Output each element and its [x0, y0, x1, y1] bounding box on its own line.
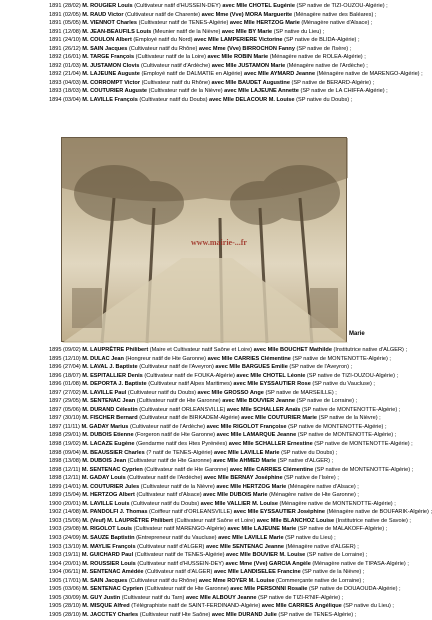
entry-date: 1905 (28/10) [49, 603, 81, 610]
entry-bride-info: (SP native du Doubs) ; [281, 449, 338, 456]
entry-date: 1903 (19/11) [49, 552, 81, 559]
marriage-entry [49, 62, 409, 71]
entry-date: 1898 (12/11) [49, 475, 81, 482]
entry-bride-info: (SP native du Doubs) ; [296, 97, 353, 104]
marriage-entry [49, 440, 413, 449]
entry-groom-info: (Employé natif de DALMATIE en Algérie) [141, 71, 243, 78]
entry-groom-info: (Meunier natif de la Nièvre) [152, 28, 221, 35]
entry-date: 1898 (09/04) [49, 449, 81, 456]
entry-bride: avec Mlle LAMPERIERE Victorine [194, 37, 283, 44]
entry-bride: avec Mlle AYMARD Jeanne [243, 71, 316, 78]
marriage-entry [49, 372, 409, 381]
entry-groom: M. DURAND Célestin [82, 406, 138, 413]
entry-bride-info: (SP native de MONTENOTTE-Algérie) ; [314, 466, 414, 473]
entry-date: 1898 (29/01) [49, 432, 81, 439]
entry-groom-info: (Cultivateur natif du Rhône) [141, 79, 210, 86]
entry-bride-info: (SP native de BERARD-Algérie) ; [291, 79, 375, 86]
marriage-entry [49, 568, 409, 577]
entry-bride-info: (SP native de TIZI-OUZOU-Algérie) ; [296, 3, 388, 9]
entry-bride-info: (SP native de MARSEILLE) ; [265, 389, 337, 396]
entry-bride: avec Mlle DURAND Julie [211, 611, 277, 618]
entry-bride: avec Mlle SCHALLER Anaïs [226, 406, 301, 413]
entry-groom-info: (Cultivateur natif de TENES-Algérie) [138, 20, 229, 27]
entry-groom: M. (Veuf) M. LAUPRÊTRE Philibert [82, 517, 174, 524]
entry-bride: avec Mlle HERTZOG Marie [216, 483, 287, 490]
entry-groom-info: (Cultivateur natif de Hte Garonne) [144, 586, 229, 593]
marriage-entry [49, 79, 409, 88]
entry-bride: avec Mlle CHOTEL Eugénie [222, 3, 295, 9]
photo-watermark: www.mairie-...fr [191, 238, 247, 247]
entry-groom-info: (Gendarme natif des Htes Pyrénées) [136, 441, 228, 448]
entry-groom-info: (Cultivateur natif d'HUSSEIN-DEY) [134, 3, 221, 9]
entry-bride: avec Mlle ROBIN Marie [207, 54, 269, 61]
entry-bride-info: (SP native de MALAKOFF-Algérie) ; [297, 526, 388, 533]
entry-bride: avec Mlle DUBOIS Marie [203, 492, 268, 499]
entry-bride: avec Mlle BY Marie [221, 28, 273, 35]
entry-date: 1892 (01/03) [49, 62, 81, 69]
marriage-entry [49, 602, 409, 611]
entry-date: 1894 (03/04) [49, 97, 81, 104]
marriage-entry [49, 2, 409, 11]
entry-date: 1897 (27/02) [49, 389, 81, 396]
entry-bride: avec Mlle COUTURIER Marie [241, 415, 318, 422]
entry-bride-info: (SP native de DOUAOUDA-Algérie) ; [308, 586, 401, 593]
marriage-entry [49, 457, 409, 466]
entry-groom: M. RAUD Victor [82, 11, 124, 18]
entry-groom-info: (Cultivateur natif d'ALGER) [137, 543, 205, 550]
entry-bride-info: (SP native de TENES-Algérie) ; [278, 611, 357, 618]
marriage-entry [49, 70, 423, 79]
marriage-entry [49, 543, 409, 552]
entry-bride-info: (Institutrice native d'ALGER) ; [333, 347, 408, 353]
entry-bride-info: (SP native de la Nièvre) ; [302, 569, 365, 576]
entry-bride-info: (SP native de MONTENOTTE-Algérie) ; [297, 432, 397, 439]
marriage-entry [49, 474, 409, 483]
entry-groom: M. SENTENAC Amédée [81, 569, 144, 576]
entry-bride: avec Mlle LAVILLE Marie [218, 535, 284, 542]
entry-bride-info: (Ménagère native d'Alsace) ; [287, 483, 359, 490]
entry-groom-info: (Cultivateur natif de Charente) [125, 11, 201, 18]
entry-date: 1902 (14/08) [49, 509, 81, 516]
entry-date: 1897 (05/06) [49, 406, 81, 413]
entry-bride: avec Mlle BARGUES Emilie [215, 364, 288, 371]
marriage-entry [49, 423, 409, 432]
marriage-entry [49, 585, 409, 594]
entry-bride-info: (Ménagère native de Hte Garonne) ; [269, 492, 359, 499]
entry-date: 1893 (18/03) [49, 88, 81, 95]
entry-bride: avec Mlle EYSSAUTIER Joséphine [233, 509, 326, 516]
entry-groom: M. LACAZE Eugène [82, 441, 135, 448]
entry-groom-info: (Cultivateur natif de Hte Garonne) [136, 398, 221, 405]
entry-bride: avec Mlle RIGOLOT Françoise [206, 423, 287, 430]
entry-bride: avec Mlle HERTZOG Marie [229, 20, 300, 27]
entry-date: 1903 (15/06) [49, 517, 81, 524]
entry-groom-info: (Hongreur natif de Hte Garonne) [125, 355, 207, 362]
entry-groom: M. GADAY Louis [81, 475, 126, 482]
entry-groom: M. LAUPRÊTRE Philibert [82, 347, 149, 353]
entry-date: 1892 (16/01) [49, 54, 81, 61]
entry-bride: avec Mlle BERNAY Joséphine [203, 475, 283, 482]
marriage-entry [49, 389, 409, 398]
entry-date: 1905 (03/06) [49, 586, 81, 593]
entry-bride-info: (SP native de TIZI-OUZOU-Algérie) ; [306, 372, 399, 379]
entry-groom: M. VIENNOT Charles [82, 20, 138, 27]
entry-groom-info: (Cultivateur natif du Rhône) [128, 577, 198, 584]
entry-bride-info: (SP native de MONTENOTTE-Algérie) ; [301, 406, 401, 413]
entry-date: 1893 (04/03) [49, 79, 81, 86]
entry-bride: avec Mlle SCHALLER Ernestine [228, 441, 313, 448]
marriage-entry [49, 28, 409, 37]
entry-date: 1900 (20/01) [49, 500, 81, 507]
entry-groom-info: (Employé natif du Nord) [133, 37, 193, 44]
marriage-entry [49, 45, 409, 54]
marriage-list-top [49, 2, 423, 105]
entry-bride-info: (Ménagère native de l'Ardèche) ; [286, 62, 368, 69]
entry-groom-info: (Cultivateur natif de l'Ardèche) [129, 423, 206, 430]
entry-bride-info: (SP native du Lieu) ; [343, 603, 394, 610]
entry-groom: M. SENTENAC Cyprien [82, 586, 144, 593]
entry-bride-info: (Ménagère native d'Alsace) ; [301, 20, 373, 27]
entry-bride-info: (SP native de Lorraine) ; [306, 552, 368, 559]
entry-bride-info: (SP native de MONTENOTTE-Algérie) ; [292, 355, 391, 362]
entry-groom: M. LAVILLE Paul [82, 389, 127, 396]
marriage-entry [49, 53, 409, 62]
entry-bride: avec Mlle CARRIES Clémentine [229, 466, 314, 473]
entry-groom-info: (Cultivateur natif Saône et Loire) [174, 517, 256, 524]
entry-bride-info: (SP native de Lorraine) ; [296, 398, 358, 405]
entry-date: 1891 (26/12) [49, 45, 81, 52]
entry-bride: avec Mlle JUSTAMON Marie [211, 62, 286, 69]
entry-bride: avec Mlle BAUDET Augustine [211, 79, 290, 86]
entry-groom: M. COUTURIER Jules [82, 483, 140, 490]
entry-bride: avec Mlle BOUVIER Jeanne [222, 398, 295, 405]
marriage-entry [49, 87, 409, 96]
entry-bride: avec Mlle BOUCHET Mathilde [253, 347, 332, 353]
marriage-entry [49, 449, 409, 458]
entry-groom: M. RIGOLOT Louis [82, 526, 133, 533]
entry-date: 1904 (20/01) [49, 560, 81, 567]
entry-bride-info: (Ménagère native de ROLEA-Algérie) ; [269, 54, 366, 61]
entry-groom: M. DEPORTA J. Baptiste [82, 381, 147, 388]
marriage-entry [49, 525, 409, 534]
entry-bride: avec Mme ROYER M. Louise [198, 577, 275, 584]
entry-bride-info: (Commerçante native de Lorraine) ; [276, 577, 365, 584]
entry-date: 1897 (11/11) [49, 423, 80, 430]
marriage-entry [49, 355, 409, 364]
marriage-entry [49, 508, 432, 517]
entry-groom: M. JACCTEY Charles [82, 611, 139, 618]
entry-groom: M. GADAY Marius [81, 423, 129, 430]
entry-bride: avec Mlle CARRIES Angélique [261, 603, 342, 610]
entry-date: 1897 (30/10) [49, 415, 81, 422]
entry-groom-info: (Cultivateur natif ORLEANSVILLE) [139, 406, 226, 413]
entry-groom-info: (Cultivateur natif d'Ardèche) [140, 62, 211, 69]
entry-bride-info: (Ménagère native d'ALGER) ; [285, 543, 359, 550]
entry-groom: M. DUBOIS Jean [82, 458, 127, 465]
entry-groom-info: (Entrepreneur natif du Vaucluse) [136, 535, 217, 542]
marriage-entry [49, 363, 409, 372]
entry-groom-info: (Cultivateur natif de la Loire) [135, 54, 206, 61]
entry-bride-info: (SP native de MONTENOTTE-Algérie) ; [288, 423, 387, 430]
entry-groom: M. GUICHARD Paul [81, 552, 134, 559]
entry-groom-info: (Cultivateur natif de l'Ardèche) [127, 475, 203, 482]
entry-date: 1899 (15/04) [49, 492, 81, 499]
entry-bride: avec Mlle BLANCHOZ Louise [256, 517, 335, 524]
marriage-entry [49, 397, 409, 406]
entry-groom: M. DULAC Jean [82, 355, 124, 362]
marriage-entry [49, 406, 409, 415]
entry-groom: M. SAIN Jacques [82, 577, 128, 584]
entry-groom: M. ESPITALLIER Denis [82, 372, 143, 379]
entry-groom: M. COUTURIER Auguste [82, 88, 148, 95]
entry-bride-info: (SP native du Vaucluse) ; [312, 381, 375, 388]
entry-date: 1895 (09/02) [49, 347, 81, 353]
entry-groom: M. BEAUSSIER Charles [82, 449, 145, 456]
entry-date: 1904 (06/11) [49, 569, 81, 576]
entry-groom-info: (Maire et Cultivateur natif Saône et Loire) [149, 347, 253, 353]
entry-bride: avec Mme (Vve) MORA Marguerite [201, 11, 293, 18]
entry-groom-info: (Cultivateur natif de FOUKA-Algérie) [144, 372, 235, 379]
entry-groom-info: (Cultivateur natif d'Alsace) [136, 492, 202, 499]
marriage-entry [49, 36, 409, 45]
entry-groom: M. SENTENAC Jean [82, 398, 136, 405]
marriage-entry [49, 96, 409, 105]
entry-bride-info: (SP native du Lieu) ; [273, 28, 325, 35]
entry-date: 1892 (21/04) [49, 71, 81, 78]
entry-groom: M. ROUSSIER Louis [82, 560, 136, 567]
entry-bride: avec Mlle SENTENAC Jeanne [205, 543, 285, 550]
entry-bride: avec Mlle PERSONNI Rosalie [230, 586, 308, 593]
entry-date: 1905 (30/09) [49, 594, 81, 601]
entry-bride-info: (SP native de LA CHIFFA-Algérie) ; [300, 88, 388, 95]
marriage-entry [49, 517, 409, 526]
marriage-entry [49, 346, 409, 355]
marriage-entry [49, 483, 409, 492]
entry-groom-info: (? natif de TENES-Algérie) [146, 449, 213, 456]
entry-groom-info: (Coiffeur natif d'ORLEANSVILLE) [149, 509, 233, 516]
entry-bride: avec Mlle LAMARQUE Jeanne [216, 432, 297, 439]
entry-bride: avec Mme (Vve) GARCIA Angèle [225, 560, 311, 567]
entry-groom-info: (Cultivateur natif Alpes Maritimes) [148, 381, 232, 388]
entry-groom: M. HERTZOG Albert [82, 492, 135, 499]
entry-groom-info: (Cultivateur natif de TENES-Algérie) [134, 552, 225, 559]
entry-date: 1898 (12/11) [49, 466, 81, 473]
entry-date: 1891 (02/05) [49, 11, 81, 18]
entry-bride: avec Mlle AHMED Marie [213, 458, 277, 465]
entry-groom: M. TARGE François [82, 54, 135, 61]
entry-bride-info: (Ménagère native des Baléares) ; [293, 11, 377, 18]
entry-groom: M. MISQUE Alfred [82, 603, 130, 610]
entry-groom: M. GUY Justin [82, 594, 121, 601]
entry-groom: M. CORROMPT Victor [82, 79, 140, 86]
marriage-entry [49, 611, 409, 620]
entry-groom: M. LAVILLE François [82, 97, 138, 104]
entry-date: 1899 (14/01) [49, 483, 81, 490]
entry-groom: M. SENTENAC Cyprien [81, 466, 143, 473]
entry-bride: avec Mlle CHOTEL Léonie [236, 372, 306, 379]
entry-bride: avec Mlle LAVILLE Marie [214, 449, 280, 456]
entry-date: 1891 (12/08) [49, 28, 81, 35]
marriage-entry [49, 414, 409, 423]
marriage-entry [49, 491, 409, 500]
marriage-list-bottom [49, 346, 432, 620]
entry-groom: M. JEAN-BEAUFILS Louis [82, 28, 152, 35]
entry-groom-info: (Cultivateur natif du Doubs) [131, 500, 200, 507]
entry-date: 1896 (18/07) [49, 372, 81, 379]
entry-groom-info: (Cultivateur natif d'HUSSEIN-DEY) [137, 560, 224, 567]
entry-groom-info: (Cultivateur natif Hte Saône) [139, 611, 211, 618]
entry-date: 1895 (12/10) [49, 355, 81, 362]
entry-date: 1897 (29/05) [49, 398, 81, 405]
marriage-entry [49, 577, 409, 586]
entry-date: 1905 (17/01) [49, 577, 81, 584]
entry-bride: avec Mlle LAJEUNE Annette [224, 88, 299, 95]
entry-bride-info: (Ménagère native de TIPASA-Algérie) ; [312, 560, 409, 567]
marriage-entry [49, 11, 409, 20]
entry-bride-info: (Ménagère native de BOUFARIK-Algérie) ; [326, 509, 432, 516]
marriage-entry [49, 551, 409, 560]
entry-groom-info: (Cultivateur natif de la Nièvre) [148, 88, 223, 95]
entry-date: 1891 (28/02) [49, 3, 81, 9]
entry-groom: M. COULON Albert [82, 37, 132, 44]
entry-bride-info: (Ménagère native de MARENGO-Algérie) ; [316, 71, 423, 78]
marriage-entry [49, 431, 409, 440]
entry-bride: avec Mlle GROSSO Ange [197, 389, 264, 396]
marriage-entry [49, 594, 409, 603]
entry-bride-info: (SP native de l'Isère) ; [296, 45, 352, 52]
entry-groom: M. MAYLIE François [82, 543, 136, 550]
entry-date: 1903 (13/10) [49, 543, 81, 550]
entry-bride: avec Mlle LANDISELEE Francine [213, 569, 301, 576]
entry-groom: M. LAVILLE Louis [82, 500, 130, 507]
marriage-entry [49, 560, 409, 569]
entry-bride: avec Mlle BOUVIER M. Louise [226, 552, 306, 559]
entry-date: 1903 (24/09) [49, 535, 81, 542]
entry-bride-info: (SP native de MONTENOTTE-Algérie) ; [314, 441, 413, 448]
entry-bride-info: (SP native de TIZI-R'NIF-Algérie) ; [258, 594, 344, 601]
entry-bride-info: (Institutrice native de Savoie) ; [335, 517, 411, 524]
entry-groom: M. LAJEUNE Auguste [82, 71, 140, 78]
entry-groom-info: (Forgeron natif de Hte Garonne) [135, 432, 216, 439]
entry-groom: M. SAUZE Baptistin [82, 535, 135, 542]
entry-groom-info: (Cultivateur natif de Hte Garonne) [144, 466, 229, 473]
entry-groom-info: (Cultivateur natif MARENGO-Algérie) [133, 526, 226, 533]
marriage-entry [49, 380, 409, 389]
entry-groom-info: (Cultivateur natif de BIRKADEM-Algérie) [139, 415, 240, 422]
entry-bride-info: (SP native de l'Isère) ; [284, 475, 339, 482]
entry-bride: avec Mlle EYSSAUTIER Rose [233, 381, 311, 388]
entry-bride-info: (Ménagère native de MONTENOTTE-Algérie) ; [279, 500, 396, 507]
entry-bride-info: (SP native de la Nièvre) ; [318, 415, 381, 422]
entry-bride-info: (SP native de l'Aveyron) ; [289, 364, 353, 371]
entry-groom: M. PANDOLFI J. Thomas [82, 509, 148, 516]
entry-groom: M. JUSTAMON Clovis [82, 62, 140, 69]
entry-date: 1898 (13/08) [49, 458, 81, 465]
marriage-entry [49, 466, 414, 475]
entry-groom-info: (Cultivateur natif du Tarn) [121, 594, 185, 601]
entry-bride: avec Mlle ALBOUY Jeanne [185, 594, 257, 601]
entry-groom: M. ROUGIER Louis [82, 3, 133, 9]
entry-bride-info: (SP native de BLIDA-Algérie) ; [284, 37, 360, 44]
entry-groom-info: (Télégraphiste natif de SAINT-FERDINAND-Algérie) [131, 603, 261, 610]
entry-groom-info: (Cultivateur natif du Rhône) [128, 45, 198, 52]
entry-date: 1896 (01/08) [49, 381, 81, 388]
entry-date: 1896 (27/04) [49, 364, 81, 371]
entry-bride-info: (SP native d'ALGER) ; [277, 458, 334, 465]
entry-groom-info: (Cultivateur natif de l'Aveyron) [139, 364, 214, 371]
historic-photo [61, 137, 347, 342]
marriage-entry [49, 534, 409, 543]
entry-groom-info: (Cultivateur natif du Doubs) [139, 97, 208, 104]
marriage-entry [49, 19, 409, 28]
marriage-entry [49, 500, 409, 509]
entry-bride-info: (SP native du Lieu) ; [285, 535, 336, 542]
entry-bride: avec Mlle LAJEUNE Marie [227, 526, 297, 533]
entry-date: 1898 (19/02) [49, 441, 81, 448]
entry-date: 1903 (29/08) [49, 526, 81, 533]
entry-bride: avec Mlle DELACOUR M. Louise [209, 97, 295, 104]
entry-groom-info: (Cultivateur natif de la Nièvre) [140, 483, 215, 490]
entry-date: 1891 (24/10) [49, 37, 81, 44]
entry-groom-info: (Cultivateur natif de Hte Garonne) [127, 458, 212, 465]
entry-groom: M. SAIN Jacques [82, 45, 128, 52]
entry-groom-info: (Cultivateur natif d'ALGER) [145, 569, 213, 576]
photo-caption: Marie [349, 331, 365, 337]
entry-bride: avec Mlle CARRIES Clémentine [207, 355, 291, 362]
entry-date: 1891 (05/05) [49, 20, 81, 27]
entry-groom: M. LAVAL J. Baptiste [82, 364, 138, 371]
entry-date: 1905 (28/10) [49, 611, 81, 618]
entry-groom-info: (Cultivateur natif du Doubs) [127, 389, 196, 396]
entry-groom: M. FISCHER Bernard [82, 415, 138, 422]
entry-bride: avec Mme (Vve) BIRROCHON Fanny [198, 45, 295, 52]
entry-bride: avec Mlle VALLIER M. Louise [200, 500, 278, 507]
entry-groom: M. DUBOIS Etienne [82, 432, 134, 439]
